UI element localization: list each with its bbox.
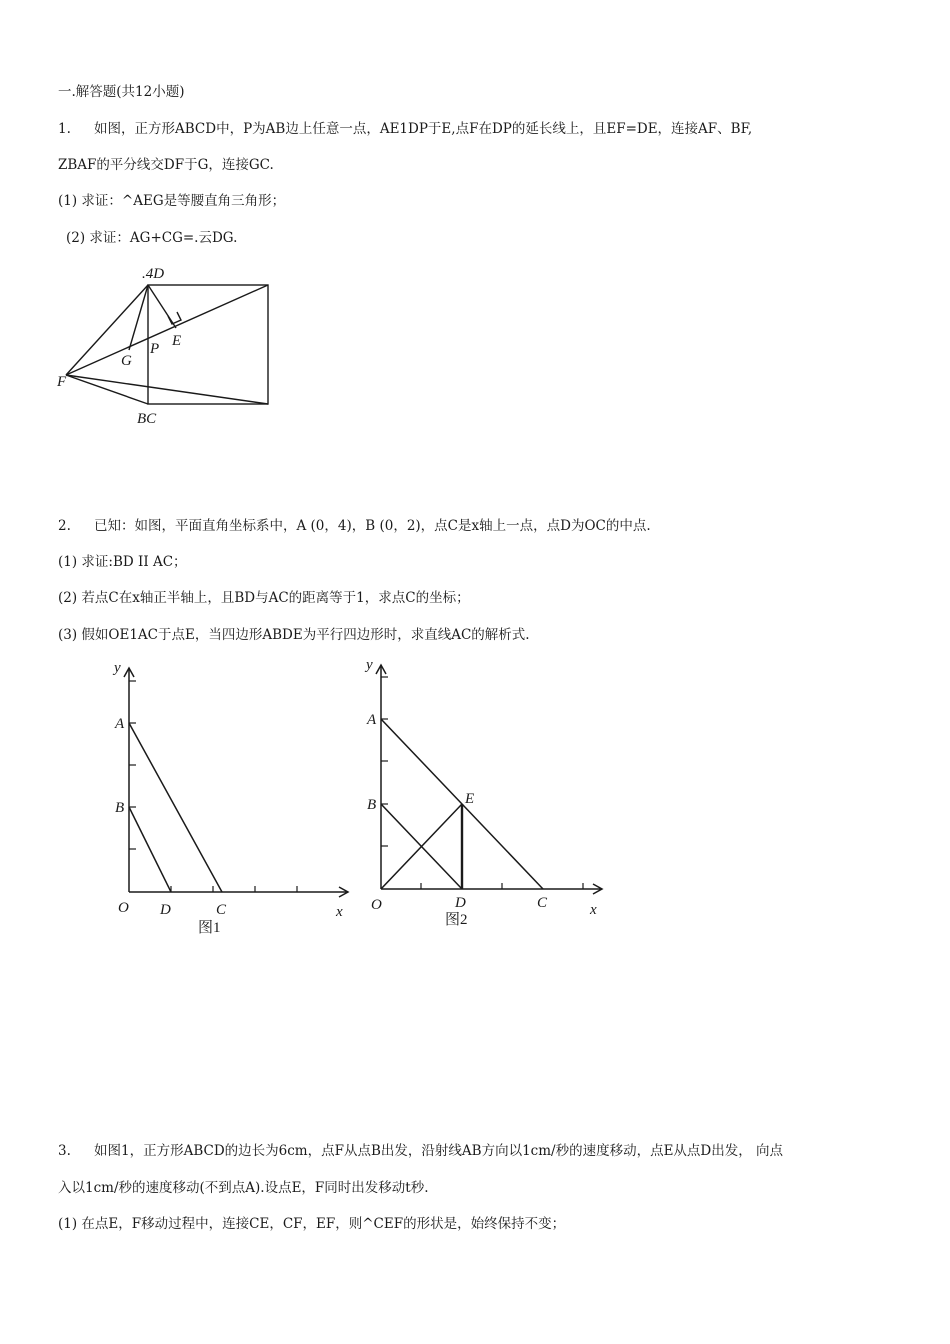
fig2-caption: 图2 — [445, 912, 468, 928]
fig2-label-e: E — [465, 791, 475, 807]
q1-line1: 如图，正方形ABCD中，P为AB边上任意一点，AE1DP于E,点F在DP的延长线上，且EF=DE，连接AF、BF, — [94, 121, 753, 137]
q1-part2: (2) 求证：AG+CG=.云DG. — [66, 230, 238, 246]
fig2-label-b: B — [367, 797, 377, 813]
q1-label-g: G — [121, 353, 132, 369]
q1-label-p: P — [150, 341, 160, 357]
fig2-label-c: C — [537, 895, 548, 911]
q1-label-f: F — [57, 374, 67, 390]
fig1-label-c: C — [216, 902, 227, 918]
q2-number: 2. — [58, 518, 71, 534]
fig1-caption: 图1 — [198, 920, 221, 936]
q1-label-bottom: BC — [137, 411, 157, 427]
fig1-label-b: B — [115, 800, 125, 816]
q2-part1: (1) 求证:BD II AC； — [58, 554, 187, 570]
q1-line2: ZBAF的平分线交DF于G，连接GC. — [58, 157, 274, 173]
fig1-label-o: O — [118, 900, 129, 916]
fig2-label-o: O — [371, 897, 382, 913]
fig2-label-d: D — [455, 895, 466, 911]
fig1-label-y: y — [114, 660, 121, 676]
section-title: 一.解答题(共12小题) — [58, 84, 185, 100]
q3-line1: 如图1，正方形ABCD的边长为6cm，点F从点B出发，沿射线AB方向以1cm/秒的速度移动，点E从点D出发， 向点 — [94, 1143, 784, 1159]
q2-part3: (3) 假如OE1AC于点E，当四边形ABDE为平行四边形时，求直线AC的解析式. — [58, 627, 530, 643]
q3-line2: 入以1cm/秒的速度移动(不到点A).设点E，F同时出发移动t秒. — [58, 1180, 429, 1196]
q2-part2: (2) 若点C在x轴正半轴上，且BD与AC的距离等于1，求点C的坐标； — [58, 590, 470, 606]
q1-number: 1. — [58, 121, 71, 137]
fig2-label-x: x — [590, 902, 597, 918]
q1-part1: (1) 求证：^AEG是等腰直角三角形； — [58, 193, 286, 209]
q3-part1: (1) 在点E，F移动过程中，连接CE，CF，EF，则^CEF的形状是，始终保持不变； — [58, 1216, 566, 1232]
fig1-label-d: D — [160, 902, 171, 918]
fig2-label-y: y — [366, 657, 373, 673]
fig2-label-a: A — [367, 712, 377, 728]
q3-number: 3. — [58, 1143, 71, 1159]
q1-label-e: E — [172, 333, 182, 349]
q1-label-top: .4D — [142, 266, 165, 282]
fig1-label-a: A — [115, 716, 125, 732]
fig1-label-x: x — [336, 904, 343, 920]
q2-line1: 已知：如图，平面直角坐标系中，A (0，4)，B (0，2)，点C是x轴上一点，点D为OC的中点. — [94, 518, 651, 534]
